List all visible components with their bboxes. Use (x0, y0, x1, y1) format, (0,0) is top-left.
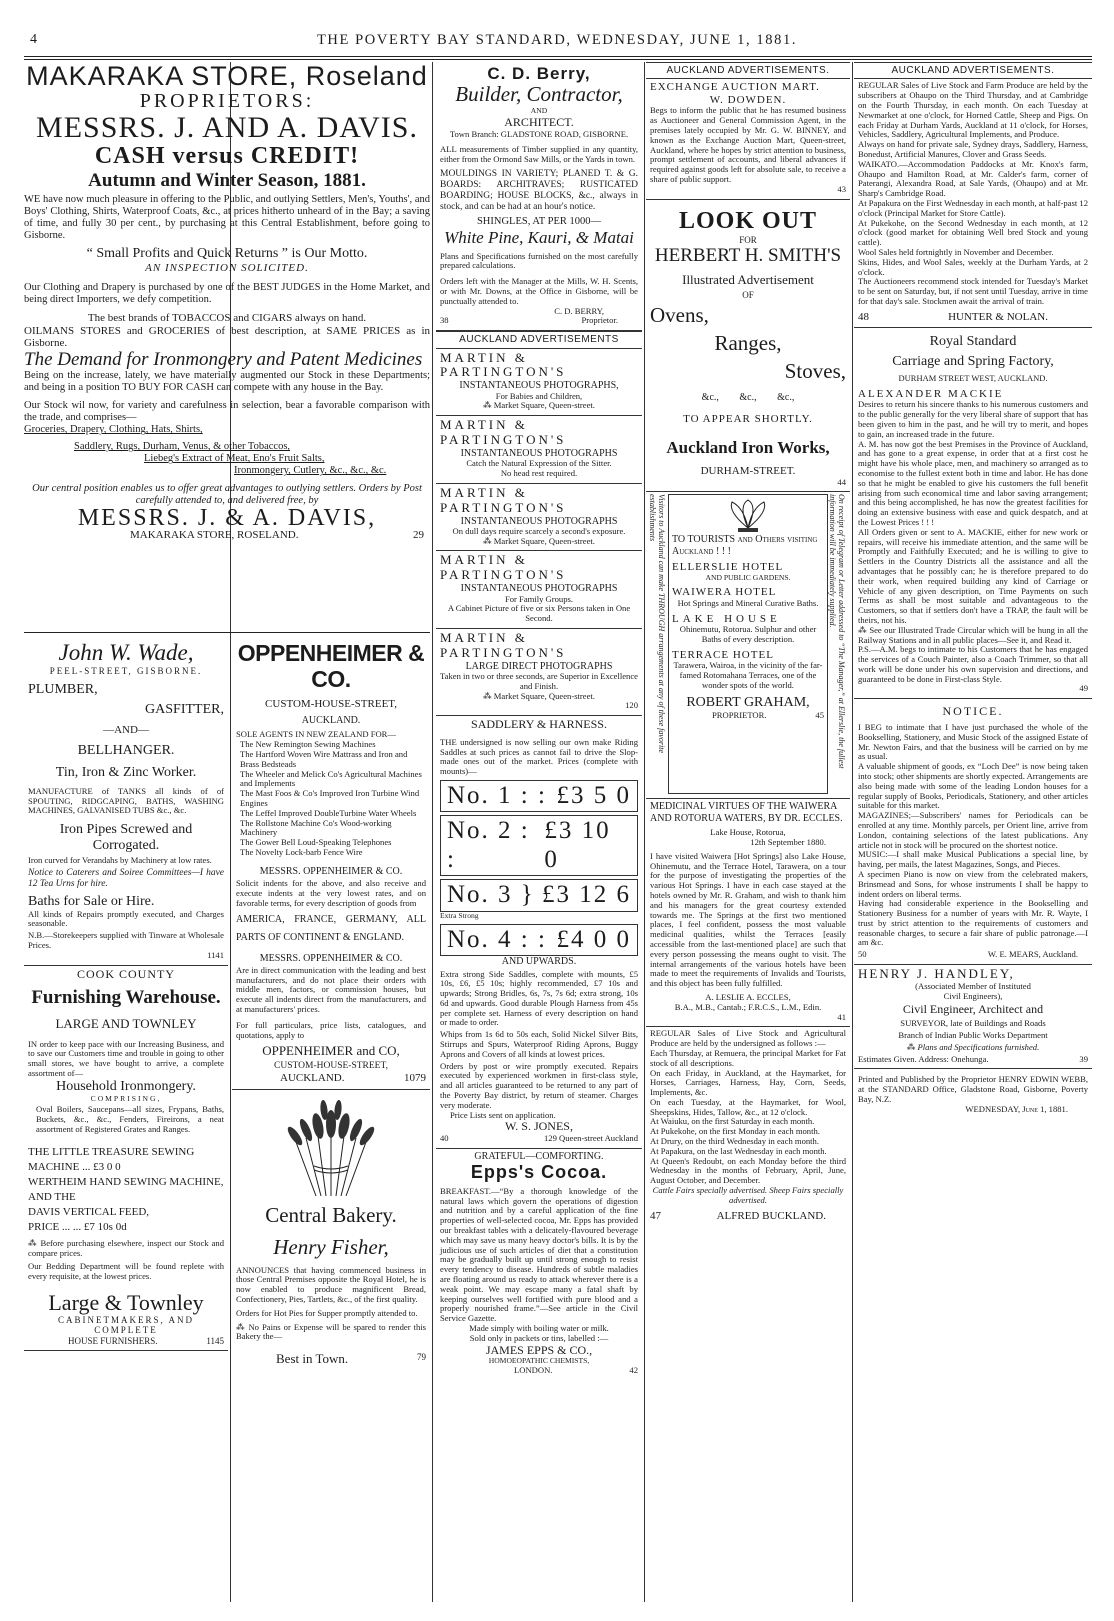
ad-address: DURHAM STREET WEST, AUCKLAND. (898, 373, 1048, 384)
graham-hotels-ad (646, 492, 850, 799)
ad-number: 48 (858, 310, 869, 323)
ad-paragraph: BREAKFAST.—“By a thorough knowledge of the natural laws which govern the operations of digestion and nutrition and by a careful application of the fine properties of well-selected cocoa, Mr. Epps has provided our breakfast tables with a delicately-flavoured beverage which may save us many heavy doctor's bills. It is by the judicious use of such articles of diet that a constitution may be gradually built up until strong enough to resist every tendency to disease. Hundreds of subtle maladies are floating around us ready to attack wherever there is a weak point. We may escape many a fatal shaft by keeping ourselves well fortified with pure blood and a properly nourished frame.”—See article in the Civil Service Gazette. (440, 1185, 638, 1324)
ad-signature: HUNTER & NOLAN. (948, 310, 1048, 323)
hotel-name: LAKE HOUSE (672, 612, 781, 625)
inspection: AN INSPECTION SOLICITED. (145, 261, 309, 274)
ad-paragraph: MUSIC:—I shall make Musical Publications a special line, by having, per mails, the latest Magazines, Songs, and Pieces. (858, 849, 1088, 870)
ad-number: 49 (1079, 683, 1088, 694)
ad-paragraph: At Pukekohe, on the Second Wednesday in each month, at 12 o'clock (good market for obtaining Well bred Stock and young cattle). (858, 217, 1088, 248)
trade-line: Tin, Iron & Zinc Worker. (55, 764, 197, 780)
ad-heading: SADDLERY & HARNESS. (471, 717, 607, 732)
martin-partington-ad (436, 551, 642, 628)
ad-heading: LOOK OUT (678, 207, 818, 234)
ad-paragraph: Desires to return his sincere thanks to his numerous customers and to the public generally for the very liberal share of support that has been given to him in the past, and he will try to merit, and hopes to gain, an increased trade in the future. (858, 399, 1088, 439)
ad-number: 42 (629, 1364, 638, 1375)
column-2 (232, 638, 430, 1538)
ad-line: Civil Engineers), (943, 990, 1003, 1001)
ad-footer (858, 950, 1088, 960)
ad-paragraph: Plans and Specifications furnished on the most carefully prepared calculations. (440, 250, 638, 271)
product-line: Stoves, (784, 358, 846, 383)
ad-paragraph: Being on the increase, lately, we have materially augmented our Stock in these Departments; and being in a position TO BUY FOR CASH can compete with any house in the Bay. (24, 370, 430, 394)
ad-line: For Babies and Children, (495, 390, 583, 401)
ad-paragraph: THE undersigned is now selling our own make Riding Saddles at such prices as cannot fail to drive the Slop-made ones out of the market. Prices (complete with mounts)— (440, 736, 638, 777)
ad-paragraph: Price Lists sent on application. (450, 1109, 556, 1120)
ad-footer (440, 1134, 638, 1144)
ad-heading: John W. Wade, (58, 640, 194, 665)
trade-line: PLUMBER, (28, 682, 98, 698)
ad-footer (24, 529, 430, 542)
ad-paragraph: Our Stock wil now, for variety and carefulness in selection, bear a favorable comparison with the trade, and comprises— (24, 400, 430, 424)
ad-paragraph: IN order to keep pace with our Increasing Business, and to save our Customers time and trouble in going to other small stores, we have bought to arrive, a complete assortment of— (28, 1038, 224, 1079)
ad-signature: OPPENHEIMER and CO, (262, 1043, 400, 1059)
ad-paragraph: The Auctioneers recommend stock intended for Tuesday's Market to be sent on Saturday, but, if not sent until Tuesday, arrive in time for that day's sale. Stockmen await the arrival of train. (858, 276, 1088, 306)
ad-footer (440, 1366, 638, 1376)
motto: “ Small Profits and Quick Returns ” is Our Motto. (86, 245, 368, 261)
buckland-ad (646, 1027, 850, 1224)
ad-number: 120 (625, 700, 638, 711)
ad-number: 41 (837, 1011, 846, 1022)
ad-paragraph: Iron curved for Verandahs by Machinery at low rates. (28, 855, 212, 866)
saddle-number: No. 2 : : (447, 817, 530, 873)
ad-paragraph: MAGAZINES;—Subscribers' names for Periodicals can be enrolled at any time. Monthly parcels, per Orient line, arrive from London, containing selections of the latest publications. Any article not in stock will be procured on the shortest notice. (858, 810, 1088, 850)
imprint-date: WEDNESDAY, June 1, 1881. (965, 1103, 1068, 1114)
ad-number: 38 (440, 315, 449, 326)
goods-line: Groceries, Drapery, Clothing, Hats, Shirts, (24, 424, 203, 436)
trade-line: —AND— (103, 724, 149, 737)
ad-footer (672, 711, 824, 721)
ad-paragraph: Having had considerable experience in the Bookselling and Stationery Business for a number of years with Mr. R. Wayte, I trust by strict attention to the requirements of customers and reasonable charges, to secure a fair share of public patronage.—I am &c. (858, 898, 1088, 948)
product-line: Ranges, (714, 330, 782, 355)
side-note: Visitors to Auckland can make THROUGH arrangements at any of these favorite establishments (647, 494, 666, 754)
ad-number: 44 (837, 476, 846, 487)
ad-paragraph: MANUFACTURE of TANKS all kinds of of SPOUTING, RIDGCAPING, BATHS, WASHING MACHINES, GALVANISED TUBS &c., &c. (28, 785, 224, 816)
agency-item: The Wheeler and Melick Co's Agricultural Machines and Implements (240, 768, 422, 789)
ad-paragraph: A valuable shipment of goods, ex “Loch Dee” is now being taken into stock; other shipments are shortly expected. Arrangements are also being made with some of the leading London houses for a regular supply of Books, Periodicals, Stationery, and other articles suitable for this market. (858, 761, 1088, 811)
ad-heading: HENRY J. HANDLEY, (858, 966, 1015, 982)
ad-subheading: PROPRIETORS: (139, 90, 315, 112)
ad-line: ⁂ Plans and Specifications furnished. (906, 1041, 1040, 1052)
ad-signature: C. D. BERRY, (554, 305, 604, 316)
ad-number: 39 (1079, 1053, 1088, 1064)
ad-footer (858, 311, 1088, 324)
martin-partington-ad (436, 484, 642, 552)
column-divider (852, 62, 853, 1602)
goods-line: Liebeg's Extract of Meat, Eno's Fruit Salts, (144, 453, 325, 465)
ad-paragraph: WAIKATO.—Accommodation Paddocks at Mr. Knox's farm, Ohaupo and Hamilton Road, at Mr. Calder's farm, corner of Paterangi, Alexandra Road, at Sale Yards, (Ohaupo) and at Mr. Sharp's Cambridge Road. (858, 158, 1088, 199)
ad-title: Builder, Contractor, (455, 82, 623, 107)
ad-line: No head rest required. (500, 468, 578, 479)
ad-line: ⁂ Market Square, Queen-street. (483, 400, 595, 411)
column-4 (646, 62, 850, 1540)
ad-paragraph: REGULAR Sales of Live Stock and Farm Produce are held by the subscribers at Ohaupo on the Third Thursday, and at Cambridge on the Fourth Thursday, in each month. On each Tuesday at Newmarket at one o'clock, for Horned Cattle, Sheep and Pigs. On each Friday at Durham Yards, Auckland at 11 o'clock, for Horses, Vehicles, Saddlery, Agricultural Implements, and Produce. (858, 80, 1088, 140)
saddle-price: £3 5 0 (556, 781, 631, 809)
goods-line: Saddlery, Rugs, Durham, Venus, & other Tobaccos, (74, 441, 291, 453)
column-3 (436, 62, 642, 1540)
ad-number: 45 (815, 709, 824, 720)
side-note: On receipt of Telegram or Letter addressed to “The Manager,” at Ellerslie, the fullest information will be immediately supplied. (827, 494, 846, 769)
ad-subheading: INSTANTANEOUS PHOTOGRAPHS, (459, 380, 619, 392)
hunter-nolan-ad (854, 79, 1092, 328)
ad-label: SOLE AGENTS IN NEW ZEALAND FOR— (236, 729, 397, 740)
agency-item: The Gower Bell Loud-Speaking Telephones (240, 837, 392, 848)
ad-paragraph: Sold only in packets or tins, labelled :— (469, 1332, 609, 1343)
imprint (854, 1069, 1092, 1120)
section-header: AUCKLAND ADVERTISEMENTS. (646, 62, 850, 79)
ad-heading: MARTIN & PARTINGTON'S (440, 349, 567, 380)
ad-signature: MESSRS. J. & A. DAVIS, (77, 505, 377, 532)
ad-signature: W. S. JONES, (505, 1119, 573, 1134)
ad-number: 79 (417, 1352, 426, 1363)
cook-county-ad (24, 966, 228, 1351)
ad-title: HERBERT H. SMITH'S (654, 245, 842, 267)
ad-heading: EXCHANGE AUCTION MART. (650, 81, 820, 94)
ad-signature: JAMES EPPS & CO., (485, 1342, 593, 1357)
ad-paragraph: All kinds of Repairs promptly executed, and Charges seasonable. (28, 908, 224, 929)
saddle-price: £3 10 0 (544, 817, 611, 873)
ad-title: Auckland Iron Works, (666, 437, 830, 457)
hotel-detail: Ohinemutu, Rotorua. Sulphur and other Baths of every description. (679, 624, 817, 645)
ad-heading: OPPENHEIMER & CO. (237, 640, 425, 693)
ad-subheading: MESSRS. OPPENHEIMER & CO. (259, 865, 403, 877)
machine-line: DAVIS VERTICAL FEED, (28, 1205, 150, 1218)
ad-subheading: Baths for Sale or Hire. (28, 893, 155, 909)
ad-address: CUSTOM-HOUSE-STREET, (265, 698, 397, 711)
column-1 (24, 638, 228, 1538)
ad-line: Taken in two or three seconds, are Superior in Excellence and Finish. (440, 670, 638, 691)
ad-subheading: INSTANTANEOUS PHOTOGRAPHS (460, 515, 618, 527)
agency-item: The Leffel Improved DoubleTurbine Water Wheels (240, 807, 417, 818)
column-divider (432, 62, 433, 1602)
martin-partington-ad (436, 416, 642, 484)
trade-line: GASFITTER, (145, 702, 224, 718)
saddlery-ad (436, 716, 642, 1149)
ad-slogan: Best in Town. (276, 1351, 349, 1367)
hotel-detail: Hot Springs and Mineral Curative Baths. (677, 597, 819, 608)
ad-address: Town Branch: GLADSTONE ROAD, GISBORNE. (449, 128, 629, 139)
ad-paragraph: A specimen Piano is now on view from the celebrated makers, Brinsmead and Sons, for whose instruments I shall be happy to indent orders on liberal terms. (858, 868, 1088, 899)
ad-footer-line: CABINETMAKERS, AND COMPLETE (57, 1315, 194, 1336)
ad-heading: COOK COUNTY (77, 966, 175, 981)
ad-paragraph: Are in direct communication with the leading and best manufacturers, and do not place their orders with middle men, factors, or commission houses, but execute all indents direct from the manufacturers, and at manufacturers' prices. (236, 964, 426, 1015)
ad-heading: GRATEFUL—COMFORTING. (474, 1150, 604, 1162)
ad-number: 40 (440, 1133, 449, 1144)
notice-ad (854, 699, 1092, 965)
ad-label: COMPRISING, (90, 1093, 162, 1103)
section-header: AUCKLAND ADVERTISEMENTS. (854, 62, 1092, 79)
ad-line: Branch of Indian Public Works Department (898, 1029, 1048, 1040)
schedule-row: At Papakura, on the last Wednesday in each month. (650, 1145, 827, 1156)
ad-heading: NOTICE. (942, 704, 1004, 719)
ad-label: FOR (739, 234, 757, 245)
schedule-row: At Queen's Redoubt, on each Monday before the third Wednesday in the months of February, April, June, August October, and December. (650, 1155, 846, 1186)
hotel-name: WAIWERA HOTEL (672, 586, 777, 599)
ad-subheading: LARGE DIRECT PHOTOGRAPHS (465, 660, 613, 672)
ad-signature: A. LESLIE A. ECCLES, (705, 991, 791, 1002)
ad-label: AND (530, 106, 548, 116)
ad-paragraph: REGULAR Sales of Live Stock and Agricultural Produce are held by the undersigned as follows :— (650, 1028, 846, 1049)
machine-line: WERTHEIM HAND SEWING MACHINE, AND THE (28, 1175, 224, 1203)
ad-paragraph: I have visited Waiwera [Hot Springs] also Lake House, Ohinemutu, and the Terrace Hotel, Tarawera, on a tour for the purpose of investigating the properties of the various Hot Springs. I have in each case stayed at the hotels owned by Mr. R. Graham, and wish to thank him and his managers for the great courtesy extended towards me. The Springs at the first two mentioned places, I feel confident, possess the most valuable medicinal qualities, whilst the Terraces [easily accessible from the last-mentioned place] are such that every person possessing the means ought to visit. The internal arrangements of the various hotels have been made to meet the requirements of Invalids and Tourists, and this object has been fully fulfilled. (650, 850, 846, 989)
ad-paragraph: Orders by post or wire promptly executed. Repairs executed by experienced workmen in first-class style, and all articles guaranteed to be returned to any part of the Poverty Bay district, by return of steamer. Charges very moderate. (440, 1060, 638, 1110)
hotel-name: ELLERSLIE HOTEL (672, 561, 784, 574)
trade-line: BELLHANGER. (77, 742, 175, 758)
ad-date: 12th September 1880. (750, 836, 826, 847)
ad-heading: C. D. Berry, (487, 64, 591, 83)
ad-subheading: Household Ironmongery. (56, 1078, 196, 1094)
ad-paragraph: MOULDINGS IN VARIETY; PLANED T. & G. BOARDS: ARCHITRAVES; RUSTICATED BOARDING; HOUSE BLOCKS, &c., always in stock, and can be had at an hour's notice. (440, 169, 638, 212)
season-title: Autumn and Winter Season, 1881. (88, 170, 366, 192)
ad-number: 1145 (206, 1335, 224, 1346)
ad-address: LONDON. (514, 1364, 553, 1375)
ad-paragraph: At Papakura on the First Wednesday in each month, at half-past 12 o'clock (Principal Market for Store Cattle). (858, 197, 1088, 218)
ad-paragraph: Skins, Hides, and Wool Sales, weekly at the Durham Yards, at 2 o'clock. (858, 256, 1088, 277)
agency-list (236, 740, 426, 858)
ad-paragraph: WE have now much pleasure in offering to the Public, and outlying Settlers, Men's, Youths', and Boys' Clothing, Shirts, Waterproof Coats, &c., at prices hitherto unheard of in the Bay; a saving of time, and fully 30 per cent., by purchasing at this Central Establishment, before going to Gisborne. (24, 193, 430, 241)
ad-line: Lake House, Rotorua, (710, 827, 786, 838)
ad-heading: TO TOURISTS and Others visiting Auckland ! ! ! (672, 534, 818, 557)
ad-address: AUCKLAND. (301, 714, 361, 726)
berry-ad (436, 62, 642, 331)
ad-paragraph: Our central position enables us to offer great advantages to outlying settlers. Orders by Post carefully attended to, and delivered free, by (32, 483, 422, 507)
schedule-row: On each Friday, in Auckland, at the Haymarket, for Horses, Carriages, Harness, Hay, Corn, Seeds, Implements, &c. (650, 1067, 846, 1098)
store-name: MAKARAKA STORE, ROSELAND. (130, 529, 299, 542)
ad-title: Carriage and Spring Factory, (892, 354, 1054, 370)
ad-label: OF (742, 289, 754, 300)
ad-paragraph: ⁂ See our Illustrated Trade Circular which will be hung in all the Railway Stations and in all public places—See it, and Read it. (858, 624, 1088, 645)
ad-subheading: ALEXANDER MACKIE (858, 387, 1004, 400)
agency-item: The Hartford Woven Wire Mattrass and Iron and Brass Bedsteads (240, 748, 408, 769)
ad-paragraph: For full particulars, price lists, catalogues, and quotations, apply to (236, 1019, 426, 1040)
ad-signature: W. E. MEARS, Auckland. (987, 949, 1078, 960)
ad-paragraph: Always on hand for private sale, Sydney drays, Saddlery, Harness, Bonedust, Artificial Manures, Clover and Grass Seeds. (858, 139, 1088, 159)
ad-line: Estimates Given. Address: Onehunga. (858, 1053, 989, 1064)
ad-paragraph: Begs to inform the public that he has resumed business as Auctioneer and General Commission Agent, in the premises lately occupied by Mr. G. W. BINNEY, and known as the Exchange Auction Mart, Queen-street, Auckland, where he hopes by strict attention to business, prompt settlement of accounts, and liberal advances if required against goods left for absolute sale, to receive a share of public support. (650, 105, 846, 185)
ad-address: 129 Queen-street Auckland (543, 1133, 638, 1144)
price-row (440, 815, 638, 876)
martin-partington-ad (436, 629, 642, 716)
bakery-ad (232, 1090, 430, 1369)
ad-title: Central Bakery. (265, 1202, 397, 1227)
ad-title: White Pine, Kauri, & Matai (444, 228, 634, 248)
machine-line: PRICE ... ... £7 10s 0d (28, 1220, 127, 1233)
ad-paragraph: Notice to Caterers and Soiree Committees—I have 12 Tea Urns for hire. (28, 867, 224, 889)
feathers-crest-icon (718, 498, 778, 534)
ad-paragraph: Orders for Hot Pies for Supper promptly attended to. (236, 1307, 418, 1318)
ad-heading: MAKARAKA STORE, Roseland (26, 62, 428, 91)
machine-line: THE LITTLE TREASURE SEWING MACHINE ... £3 0 0 (28, 1145, 195, 1173)
ad-line: B.A., M.B., Cantab.; F.R.C.S., L.M., Edin. (674, 1001, 822, 1012)
medicinal-virtues-ad (646, 799, 850, 1027)
ad-paragraph: ⁂ No Pains or Expense will be spared to render this Bakery the— (236, 1321, 426, 1342)
ad-signature: ALFRED BUCKLAND. (716, 1209, 826, 1222)
ad-subheading: ARCHITECT. (504, 114, 574, 129)
ad-footer (236, 1352, 426, 1367)
proprietor-names: MESSRS. J. AND A. DAVIS. (36, 110, 418, 144)
imprint-text: Printed and Published by the Proprietor HENRY EDWIN WEBB, at the STANDARD Office, Gladstone Road, Gisborne, Poverty Bay, N.Z. (858, 1074, 1088, 1104)
saddle-number: No. 1 : : (447, 781, 547, 809)
schedule-row: At Drury, on the third Wednesday in each month. (650, 1136, 819, 1147)
ad-paragraph: Our Bedding Department will be found replete with every requisite, at the lowest prices. (28, 1261, 224, 1282)
wade-ad (24, 638, 228, 966)
ad-heading: MARTIN & PARTINGTON'S (440, 417, 567, 448)
ad-paragraph: Made simply with boiling water or milk. (469, 1322, 609, 1333)
ad-subheading: W. DOWDEN. (709, 93, 787, 106)
ad-paragraph: Oval Boilers, Saucepans—all sizes, Frypans, Baths, Buckets, &c., &c., Fenders, Fireirons, a neat assortment of Registered Grates and Ranges. (36, 1104, 224, 1135)
goods-line: Ironmongery, Cutlery, &c., &c., &c. (234, 465, 387, 477)
agency-item: The Novelty Lock-barb Fence Wire (240, 846, 363, 857)
mackie-ad (854, 328, 1092, 699)
ad-number: 47 (650, 1209, 661, 1222)
smith-ad (646, 200, 850, 493)
ad-heading: MARTIN & PARTINGTON'S (440, 484, 567, 515)
ad-heading: MEDICINAL VIRTUES OF THE WAIWERA AND ROTORUA WATERS, BY DR. ECCLES. (650, 801, 843, 824)
price-row (440, 780, 638, 813)
firm-name: LARGE AND TOWNLEY (55, 1015, 197, 1031)
ad-footer-line: HOUSE FURNISHERS. (68, 1335, 158, 1346)
ad-paragraph: All Orders given or sent to A. MACKIE, either for new work or repairs, will receive his immediate attention, and the same will be Promptly and Faithfully Executed; and he is willing to give to Settlers in the Country Districts all the assistance and all the advantages that he possibly can; he is therefore prepared to do their work, when required building any kind of Carriage or Vehicle of any given description, on Time Payments on such Terms as shall be most suitable and advantageous to the Customers, so that if settlers don't have a TRAP, the fault will be theirs, not his. (858, 526, 1088, 625)
ad-label: AND UPWARDS. (501, 956, 577, 968)
schedule-row: On each Tuesday, at the Haymarket, for Wool, Sheepskins, Hides, Tallow, &c., at 12 o'clock. (650, 1096, 846, 1117)
hotel-detail: AND PUBLIC GARDENS. (705, 572, 791, 582)
ad-paragraph: N.B.—Storekeepers supplied with Tinware at Wholesale Prices. (28, 930, 224, 950)
ad-address: CUSTOM-HOUSE-STREET, (274, 1061, 388, 1072)
ad-line: A Cabinet Picture of five or six Persons taken in One Second. (447, 603, 631, 624)
ad-address: HOMOEOPATHIC CHEMISTS, (488, 1356, 590, 1366)
ad-paragraph: AMERICA, FRANCE, GERMANY, ALL PARTS OF CONTINENT & ENGLAND. (236, 913, 426, 943)
ad-paragraph: P.S.—A.M. begs to intimate to his Customers that he has engaged the services of a Couch Painter, also a Coach Trimmer, so that all work will be done under his own supervision and directions, and guaranteed to be done in First-class Style. (858, 644, 1088, 684)
ad-subheading: Iron Pipes Screwed and Corrogated. (59, 822, 193, 854)
ad-line: (Associated Member of Instituted (915, 980, 1031, 991)
hotel-name: TERRACE HOTEL (672, 648, 774, 661)
newspaper-title: THE POVERTY BAY STANDARD, WEDNESDAY, JUNE 1, 1881. (316, 32, 798, 48)
masthead (0, 30, 1114, 54)
ad-footer (236, 1072, 426, 1085)
ad-divider (24, 632, 430, 633)
martin-partington-ad (436, 349, 642, 417)
ad-line: SURVEYOR, late of Buildings and Roads (900, 1018, 1046, 1029)
ad-subheading: INSTANTANEOUS PHOTOGRAPHS (460, 447, 618, 459)
ad-paragraph: Orders left with the Manager at the Mills, W. H. Scents, or with Mr. Downs, at the Office in Gisborne, will be punctually attended to. (440, 276, 638, 306)
ad-label: PROPRIETOR. (712, 709, 767, 720)
ad-number: 1079 (404, 1072, 426, 1085)
wheat-sheaf-illustration (276, 1096, 386, 1200)
saddle-number: No. 3 } (447, 881, 535, 909)
masthead-rule (24, 56, 1092, 60)
ad-signature: ROBERT GRAHAM, (686, 694, 810, 710)
ad-address: PEEL-STREET, GISBORNE. (49, 666, 203, 677)
agency-item: The New Remington Sewing Machines (240, 739, 376, 750)
cash-credit: CASH versus CREDIT! (94, 142, 360, 169)
saddle-price: £4 0 0 (556, 925, 631, 953)
hotel-detail: Tarawera, Wairoa, in the vicinity of the far-famed Rotomahana Terraces, one of the wonder spots of the world. (673, 660, 823, 690)
agency-item: The Rollstone Machine Co's Wood-working Machinery (240, 817, 392, 838)
ad-footer (28, 1336, 224, 1346)
ad-heading: MARTIN & PARTINGTON'S (440, 552, 567, 583)
ad-footer (440, 316, 638, 326)
schedule-row: At Pukekohe, on the first Monday in each month. (650, 1126, 820, 1137)
ad-paragraph: The best brands of TOBACCOS and CIGARS always on hand. (87, 312, 367, 325)
column-divider (644, 62, 645, 1602)
ad-heading: Henry Fisher, (273, 1234, 389, 1259)
epps-cocoa-ad (436, 1149, 642, 1378)
ad-subheading: TO APPEAR SHORTLY. (683, 413, 813, 426)
saddle-number: No. 4 : : (447, 925, 547, 953)
ad-paragraph: ⁂ Before purchasing elsewhere, inspect our Stock and compare prices. (28, 1237, 224, 1258)
ad-subheading: MESSRS. OPPENHEIMER & CO. (259, 952, 403, 964)
ad-paragraph: OILMANS STORES and GROCERIES of best description, at SAME PRICES as in Gisborne. (24, 324, 430, 349)
ad-number: 29 (413, 529, 424, 542)
ad-subheading: INSTANTANEOUS PHOTOGRAPHS (460, 583, 618, 595)
ad-paragraph: Wool Sales held fortnightly in November and December. (858, 246, 1054, 257)
price-row (440, 879, 638, 912)
ad-paragraph: Whips from 1s 6d to 50s each, Solid Nickel Silver Bits, Stirrups and Spurs, Waterproof Riding Aprons, Buggy Aprons and Covers of all kinds at lowest prices. (440, 1029, 638, 1059)
ad-label: Proprietor. (581, 315, 618, 326)
ad-title: Epps's Cocoa. (470, 1162, 608, 1183)
dowden-ad (646, 79, 850, 199)
ad-paragraph: Our Clothing and Drapery is purchased by one of the BEST JUDGES in the Home Market, and being direct Importers, we defy competition. (24, 282, 430, 306)
ad-paragraph: Solicit indents for the above, and also receive and execute indents at the very lowest rates, and on favorable terms, for every description of goods from (236, 878, 426, 908)
section-header: AUCKLAND ADVERTISEMENTS (436, 331, 642, 348)
ad-line: ⁂ Market Square, Queen-street. (483, 690, 595, 701)
makaraka-store-ad (24, 62, 430, 636)
demand-heading: The Demand for Ironmongery and Patent Medicines (24, 348, 423, 370)
ad-number: 50 (858, 949, 867, 960)
ad-title: Civil Engineer, Architect and (902, 1002, 1044, 1017)
ad-footer (858, 1055, 1088, 1065)
ad-paragraph: Extra strong Side Saddles, complete with mounts, £5 10s, £6, £5 10s; highly recommended, £7 10s and upwards; Strong Bridles, 6s, 7s, 7s 6d; extra strong, 10s 6d and upwards. Good durable Plough Harness from 45s per complete set. Harness of every description on hand or made to order. (440, 968, 638, 1028)
ad-paragraph: A. M. has now got the best Premises in the Province of Auckland, and has gone to a great expense, in order that at a first cost he might have his whole place, men, and machinery so arranged as to economise to the fullest extent both in time and labor. He has done so that he might be enabled to give his customers the full benefit arising from such economical time and labor saving arrangement; and this being accomplished, he has now the greatest facilities for doing an extensive business with ease and quick despatch, and at the Lowest Prices ! ! ! (858, 438, 1088, 527)
ad-line: Catch the Natural Expression of the Sitter. (466, 458, 612, 469)
ad-label: Extra Strong (440, 910, 479, 920)
ad-number: 1141 (207, 949, 224, 960)
ad-paragraph: Cattle Fairs specially advertised. Sheep Fairs specially advertised. (652, 1185, 844, 1205)
ad-address: DURHAM-STREET. (700, 465, 796, 478)
ad-paragraph: ANNOUNCES that having commenced business in those Central Premises opposite the Royal Hotel, he is now enabled to produce magnificent Bread, Confectionery, Pies, Tartlets, &c., of the first quality. (236, 1264, 426, 1304)
ad-line: For Family Groups. (504, 593, 574, 604)
ad-line: ⁂ Market Square, Queen-street. (483, 535, 595, 546)
ad-number: 43 (837, 183, 846, 194)
handley-ad (854, 965, 1092, 1069)
ad-address: AUCKLAND. (280, 1072, 345, 1085)
ad-footer (650, 1210, 846, 1223)
ad-paragraph: I BEG to intimate that I have just purchased the whole of the Bookselling, Stationery, and Music Stock of the assigned Estate of Mr. Newton Fairs, and that the business will be carried on by me as usual. (858, 721, 1088, 762)
ad-heading: MARTIN & PARTINGTON'S (440, 629, 567, 660)
column-5 (854, 62, 1092, 1540)
ad-subheading: SHINGLES, AT PER 1000— (476, 216, 602, 228)
ad-paragraph: ALL measurements of Timber supplied in any quantity, either from the Ormond Saw Mills, or the Yards in town. (440, 144, 638, 165)
product-line: &c., &c., &c., (701, 391, 795, 403)
ad-paragraph: Each Thursday, at Remuera, the principal Market for Fat stock of all descriptions. (650, 1047, 846, 1068)
ad-title: Furnishing Warehouse. (31, 987, 221, 1009)
agency-item: The Mast Foos & Co's Improved Iron Turbine Wind Engines (240, 788, 420, 808)
page-number: 4 (30, 32, 37, 47)
oppenheimer-ad (232, 638, 430, 1090)
schedule-row: At Waiuku, on the first Saturday in each month. (650, 1116, 815, 1127)
saddle-price: £3 12 6 (542, 881, 631, 909)
product-line: Ovens, (650, 302, 709, 327)
price-row (440, 924, 638, 957)
hotels-box (668, 494, 828, 794)
ad-subheading: Illustrated Advertisement (682, 271, 814, 287)
ad-signature: Large & Townley (48, 1290, 204, 1316)
ad-heading: Royal Standard (929, 334, 1017, 350)
ad-line: On dull days require scarcely a second's exposure. (452, 525, 626, 536)
